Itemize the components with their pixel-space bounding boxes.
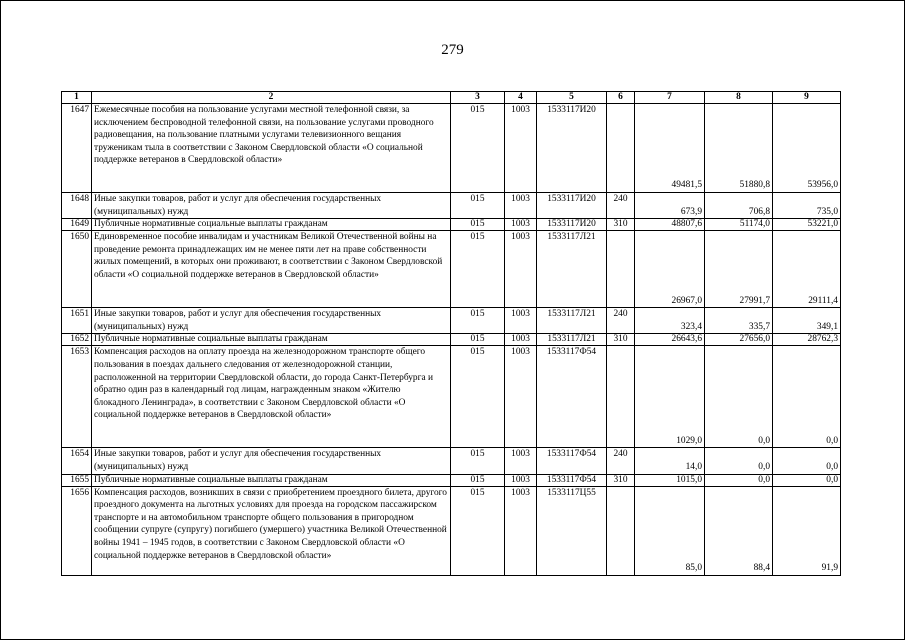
amount-year-3: 29111,4 — [773, 231, 841, 308]
table-row — [62, 486, 841, 575]
section-code: 1003 — [505, 231, 537, 308]
row-description: Иные закупки товаров, работ и услуг для обеспечения государственных (муниципальных) нужд — [92, 448, 451, 474]
table-row — [62, 219, 841, 231]
row-description: Компенсация расходов, возникших в связи с приобретением проездного билета, другого проездного документа на льготных условиях для проезда на городском пассажирском транспорте и на автомобильном транспорте общего пользования в пригородном сообщении супруге (супругу) погибшего (умершего) участника Великой Отечественной войны 1941 – 1945 годов, в соответствии с Законом Свердловской области «О социальной поддержке ветеранов в Свердловской области» — [92, 486, 451, 575]
target-article-code: 1533117И20 — [537, 104, 607, 193]
row-number: 1654 — [62, 448, 92, 474]
page-number: 279 — [441, 42, 464, 58]
row-number: 1651 — [62, 308, 92, 334]
section-code: 1003 — [505, 308, 537, 334]
row-description: Публичные нормативные социальные выплаты гражданам — [92, 219, 451, 231]
section-code: 1003 — [505, 346, 537, 448]
row-description: Компенсация расходов на оплату проезда на железнодорожном транспорте общего пользования в поездах дальнего следования от железнодорожной станции, расположенной на территории Свердловской области, до города Санкт-Петербурга и обратно один раз в календарный год лицам, награжденным знаком «Жителю блокадного Ленинграда», в соответствии с Законом Свердловской области «О социальной поддержке ветеранов в Свердловской области» — [92, 346, 451, 448]
table-row — [62, 193, 841, 219]
column-header: 5 — [537, 92, 607, 104]
ministry-code: 015 — [451, 231, 505, 308]
target-article-code: 1533117Л21 — [537, 308, 607, 334]
row-number: 1656 — [62, 486, 92, 575]
target-article-code: 1533117И20 — [537, 219, 607, 231]
ministry-code: 015 — [451, 448, 505, 474]
target-article-code: 1533117Ф54 — [537, 448, 607, 474]
target-article-code: 1533117Ф54 — [537, 346, 607, 448]
section-code: 1003 — [505, 486, 537, 575]
amount-year-2: 51174,0 — [705, 219, 773, 231]
section-code: 1003 — [505, 104, 537, 193]
expense-type-code: 240 — [607, 448, 635, 474]
row-number: 1650 — [62, 231, 92, 308]
amount-year-1: 673,9 — [635, 193, 705, 219]
ministry-code: 015 — [451, 346, 505, 448]
expense-type-code — [607, 104, 635, 193]
amount-year-2: 27991,7 — [705, 231, 773, 308]
target-article-code: 1533117Л21 — [537, 334, 607, 346]
row-number: 1655 — [62, 474, 92, 486]
table-row — [62, 231, 841, 308]
amount-year-3: 53221,0 — [773, 219, 841, 231]
amount-year-3: 349,1 — [773, 308, 841, 334]
column-header: 3 — [451, 92, 505, 104]
amount-year-2: 27656,0 — [705, 334, 773, 346]
table-row — [62, 474, 841, 486]
amount-year-3: 735,0 — [773, 193, 841, 219]
amount-year-2: 335,7 — [705, 308, 773, 334]
amount-year-1: 26967,0 — [635, 231, 705, 308]
table-row — [62, 104, 841, 193]
row-description: Единовременное пособие инвалидам и участникам Великой Отечественной войны на проведение ремонта принадлежащих им не менее пяти лет на праве собственности жилых помещений, в которых они проживают, в соответствии с Законом Свердловской области «О социальной поддержке ветеранов в Свердловской области» — [92, 231, 451, 308]
ministry-code: 015 — [451, 308, 505, 334]
ministry-code: 015 — [451, 193, 505, 219]
budget-table — [61, 91, 841, 576]
column-header: 9 — [773, 92, 841, 104]
amount-year-1: 48807,6 — [635, 219, 705, 231]
expense-type-code — [607, 346, 635, 448]
target-article-code: 1533117И20 — [537, 193, 607, 219]
section-code: 1003 — [505, 474, 537, 486]
ministry-code: 015 — [451, 474, 505, 486]
amount-year-1: 26643,6 — [635, 334, 705, 346]
amount-year-2: 706,8 — [705, 193, 773, 219]
amount-year-3: 53956,0 — [773, 104, 841, 193]
expense-type-code: 310 — [607, 334, 635, 346]
column-header: 7 — [635, 92, 705, 104]
row-description: Публичные нормативные социальные выплаты гражданам — [92, 334, 451, 346]
table-row — [62, 308, 841, 334]
row-number: 1647 — [62, 104, 92, 193]
amount-year-1: 14,0 — [635, 448, 705, 474]
row-number: 1649 — [62, 219, 92, 231]
ministry-code: 015 — [451, 334, 505, 346]
amount-year-2: 0,0 — [705, 346, 773, 448]
amount-year-1: 85,0 — [635, 486, 705, 575]
expense-type-code: 310 — [607, 474, 635, 486]
ministry-code: 015 — [451, 219, 505, 231]
amount-year-2: 88,4 — [705, 486, 773, 575]
table-header-row — [62, 92, 841, 104]
target-article-code: 1533117Ф54 — [537, 474, 607, 486]
row-number: 1653 — [62, 346, 92, 448]
expense-type-code: 240 — [607, 308, 635, 334]
amount-year-3: 0,0 — [773, 346, 841, 448]
amount-year-3: 0,0 — [773, 474, 841, 486]
amount-year-1: 49481,5 — [635, 104, 705, 193]
row-number: 1652 — [62, 334, 92, 346]
row-description: Иные закупки товаров, работ и услуг для обеспечения государственных (муниципальных) нужд — [92, 308, 451, 334]
section-code: 1003 — [505, 219, 537, 231]
amount-year-1: 323,4 — [635, 308, 705, 334]
column-header: 4 — [505, 92, 537, 104]
amount-year-2: 0,0 — [705, 448, 773, 474]
expense-type-code: 310 — [607, 219, 635, 231]
table-row — [62, 346, 841, 448]
table-row — [62, 334, 841, 346]
expense-type-code: 240 — [607, 193, 635, 219]
expense-type-code — [607, 486, 635, 575]
row-description: Публичные нормативные социальные выплаты гражданам — [92, 474, 451, 486]
section-code: 1003 — [505, 448, 537, 474]
amount-year-1: 1015,0 — [635, 474, 705, 486]
column-header: 8 — [705, 92, 773, 104]
amount-year-2: 0,0 — [705, 474, 773, 486]
ministry-code: 015 — [451, 104, 505, 193]
amount-year-3: 91,9 — [773, 486, 841, 575]
expense-type-code — [607, 231, 635, 308]
column-header: 6 — [607, 92, 635, 104]
amount-year-3: 28762,3 — [773, 334, 841, 346]
section-code: 1003 — [505, 334, 537, 346]
target-article-code: 1533117Л21 — [537, 231, 607, 308]
row-description: Ежемесячные пособия на пользование услугами местной телефонной связи, за исключением беспроводной телефонной связи, на пользование услугами проводного радиовещания, на пользование платными услугами телевизионного вещания труженикам тыла в соответствии с Законом Свердловской области «О социальной поддержке ветеранов в Свердловской области» — [92, 104, 451, 193]
ministry-code: 015 — [451, 486, 505, 575]
table-row — [62, 448, 841, 474]
amount-year-3: 0,0 — [773, 448, 841, 474]
amount-year-2: 51880,8 — [705, 104, 773, 193]
target-article-code: 1533117Ц55 — [537, 486, 607, 575]
column-header: 1 — [62, 92, 92, 104]
row-number: 1648 — [62, 193, 92, 219]
amount-year-1: 1029,0 — [635, 346, 705, 448]
section-code: 1003 — [505, 193, 537, 219]
row-description: Иные закупки товаров, работ и услуг для обеспечения государственных (муниципальных) нужд — [92, 193, 451, 219]
column-header: 2 — [92, 92, 451, 104]
